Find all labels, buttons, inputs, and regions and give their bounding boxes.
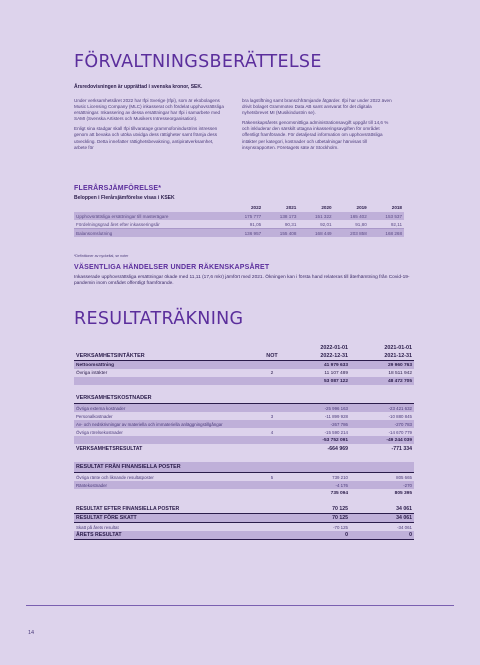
table-row	[74, 385, 414, 393]
note-ref	[258, 420, 286, 428]
row-label: Räntekostnader	[74, 481, 258, 489]
value-2021: -270 783	[350, 420, 414, 428]
row-label: Balansomslutning	[74, 229, 228, 238]
note-ref	[258, 436, 286, 444]
value-2021	[350, 454, 414, 462]
value-2022: -11 899 928	[324, 413, 348, 419]
value-2022	[286, 454, 350, 462]
intro-text: Årsredovisningen är upprättad i svenska kronor, SEK.	[74, 84, 203, 90]
note-ref	[258, 489, 286, 497]
row-label	[74, 385, 258, 393]
note-ref	[258, 361, 286, 370]
note-ref: 2	[270, 370, 274, 376]
value-2021	[350, 462, 414, 473]
row-label: Personalkostnader	[76, 413, 113, 419]
value-2021: -270	[350, 481, 414, 489]
value-cell: 90,31	[263, 220, 298, 229]
note-header: NOT	[258, 352, 286, 361]
value-cell: 91,05	[228, 220, 263, 229]
table-row	[74, 428, 414, 436]
value-2021: 805 395	[394, 490, 412, 496]
table-row	[74, 514, 414, 523]
value-2022: 70 125	[286, 514, 350, 523]
table-row	[74, 412, 414, 420]
note-ref	[258, 505, 286, 514]
table-header-row	[74, 203, 404, 212]
note-ref	[258, 377, 286, 385]
value-cell: 155 408	[263, 229, 298, 238]
table-row	[74, 505, 414, 514]
year-header: 2019	[356, 205, 367, 210]
value-2022: 70 125	[286, 505, 350, 514]
note-ref	[258, 462, 286, 473]
value-2022: -25 996 163	[286, 404, 350, 413]
table-row	[74, 436, 414, 444]
header-row-2	[74, 352, 414, 361]
table-row	[74, 393, 414, 404]
flerarsjamforelse-title: FLERÅRSJÄMFÖRELSE*	[74, 185, 162, 192]
table-row	[74, 444, 414, 454]
row-label: RESULTAT FRÅN FINANSIELLA POSTER	[74, 462, 258, 473]
value-2022: -664 969	[327, 446, 348, 452]
paragraph: bra lagstiftning samt branschfrämjande åtgärder. Ifpi har under 2022 även drivit bolaget Grammotex Data AB samt ansvarat för det digitala nyhetsbrevet MI (Musikindustrin se).	[242, 98, 392, 116]
value-2022: 53 087 122	[286, 377, 350, 385]
value-cell: 203 858	[334, 229, 369, 238]
year-header: 2022	[250, 205, 262, 210]
table-row	[74, 220, 404, 229]
value-cell: 168 268	[369, 229, 404, 238]
value-cell: 165 402	[334, 212, 369, 220]
header-cell	[74, 203, 228, 212]
value-cell: 138 173	[263, 212, 298, 220]
value-cell: 92,01	[298, 220, 333, 229]
value-2022: -4 176	[286, 481, 350, 489]
period-start-2022: 2022-01-01	[320, 344, 348, 351]
table-row	[74, 473, 414, 482]
header-spacer	[258, 343, 286, 352]
value-2022: 735 094	[330, 490, 348, 496]
value-2022: 11 107 489	[324, 370, 348, 376]
row-label: Av- och nedskrivningar av materiella och immateriella anläggningstillgångar	[74, 420, 258, 428]
row-label	[74, 497, 258, 505]
value-2021: -23 421 632	[350, 404, 414, 413]
row-label: Övriga ränte och liknande resultatposter	[76, 474, 154, 480]
value-2021: 48 472 705	[350, 377, 414, 385]
vasentliga-handelser-title: VÄSENTLIGA HÄNDELSER UNDER RÄKENSKAPSÅRET	[74, 264, 270, 271]
row-label: VERKSAMHETSKOSTNADER	[74, 393, 258, 404]
value-2022: 41 979 633	[286, 361, 350, 370]
value-2021: -10 880 845	[388, 413, 412, 419]
table-row	[74, 212, 404, 220]
value-2021: 29 960 763	[350, 361, 414, 370]
flerarsjamforelse-subtitle: Beloppen i Flerårsjämförelse visas i KSEK	[74, 195, 175, 201]
footer-divider	[26, 605, 454, 606]
note-ref	[258, 514, 286, 523]
row-label: ÅRETS RESULTAT	[74, 531, 258, 540]
row-label: VERKSAMHETSRESULTAT	[76, 446, 143, 452]
value-2021	[350, 385, 414, 393]
note-ref	[258, 481, 286, 489]
note-ref: 4	[270, 429, 274, 435]
text-column-left	[74, 98, 226, 155]
value-2022	[286, 385, 350, 393]
table-row	[74, 454, 414, 462]
note-ref	[258, 444, 286, 454]
paragraph: Under verksamhetsåret 2022 har Ifpi Sverige (Ifpi), som är ekobolagens Music Licensing Company (MLC) inkasserat och fördelat upphovsrättsliga ersättningar. Inkassering av dessa ersättningar har Ifpi i samarbete med SAMI (Svenska Artisters och Musikers Intresseorganisation).	[74, 98, 224, 122]
note-ref	[258, 531, 286, 540]
value-2022: 0	[286, 531, 350, 540]
period-start-2021: 2021-01-01	[384, 344, 412, 351]
row-label: Nettoomsättning	[74, 361, 258, 370]
value-cell: 153 537	[369, 212, 404, 220]
row-label: Fördelningsgrad året efter inkasseringsår	[74, 220, 228, 229]
table-row	[74, 229, 404, 238]
page-number: 14	[28, 630, 35, 636]
value-2022: -53 752 091	[286, 436, 350, 444]
paragraph: Enligt sina stadgar skall Ifpi tillvaratage grammofonindustrins intressen genom att bevaka och utöka utvidga dess rättigheter samt främja dess utveckling. Detta innefatter rättighetsbevakning, antipiratverksamhet, arbete för	[74, 126, 218, 150]
note-ref: 3	[270, 413, 274, 419]
section-label-verksamhetsintakter: VERKSAMHETSINTÄKTER	[74, 352, 258, 361]
value-2021: 805 665	[396, 474, 412, 480]
table-row	[74, 361, 414, 370]
row-label	[74, 489, 258, 497]
value-cell: 91,80	[334, 220, 369, 229]
note-ref	[258, 497, 286, 505]
note-ref	[258, 385, 286, 393]
value-cell: 151 322	[298, 212, 333, 220]
paragraph: Räkenskapsårets genomsnittliga administrationsavgift uppgår till 14,6 % och inkluderar den särskilt uttagna inkasseringsavgiften för området offentligt framförande. För detaljerad information om upphovsrättsliga intäkter per kategori, kostnader och utbetalningar hänvisas till insynsrapporten. Företagets säte är Stockholm.	[242, 120, 389, 150]
table-row	[74, 369, 414, 377]
table-row	[74, 377, 414, 385]
period-end-2022: 2022-12-31	[286, 352, 350, 361]
note-ref	[258, 454, 286, 462]
value-2021	[350, 393, 414, 404]
flerarsjamforelse-table	[74, 203, 404, 237]
value-2021: 18 511 942	[388, 370, 412, 376]
value-2022	[286, 393, 350, 404]
row-label	[74, 436, 258, 444]
table-row	[74, 481, 414, 489]
table-row	[74, 404, 414, 413]
row-label: Övriga intäkter	[76, 370, 108, 376]
note-ref	[258, 393, 286, 404]
section-heading-resultatrakning: RESULTATRÄKNING	[74, 309, 244, 329]
text-column-right	[242, 98, 394, 155]
table-row	[74, 497, 414, 505]
footnote: *Definitioner av nyckeltal, se noter	[74, 254, 129, 258]
value-2021: 34 061	[350, 505, 414, 514]
header-row-1	[74, 343, 414, 352]
table-row	[74, 462, 414, 473]
value-cell: 168 449	[298, 229, 333, 238]
year-header: 2020	[321, 205, 332, 210]
table-row	[74, 523, 414, 532]
row-label: RESULTAT EFTER FINANSIELLA POSTER	[74, 505, 258, 514]
value-cell: 175 777	[228, 212, 263, 220]
table-row	[74, 489, 414, 497]
year-header: 2018	[391, 205, 402, 210]
period-end-2021: 2021-12-31	[350, 352, 414, 361]
row-label	[74, 377, 258, 385]
value-2021: 34 061	[350, 514, 414, 523]
note-ref	[258, 523, 286, 532]
value-2021: -14 670 779	[388, 429, 412, 435]
row-label: RESULTAT FÖRE SKATT	[74, 514, 258, 523]
table-row	[74, 420, 414, 428]
row-label: Övriga rörelsekostnader	[76, 429, 123, 435]
vasentliga-handelser-text: Inkasserade upphovsrättsliga ersättningar ökade med 11,11 (17,6 mkr) jämfört med 2021. Ökningen kan i första hand relateras till återhämtning från Covid-19-pandemin inom området offentligt framförande.	[74, 275, 410, 287]
header-spacer	[74, 343, 258, 352]
row-label: Upphovsrättsliga ersättningar till masterägare	[74, 212, 228, 220]
value-cell: 136 957	[228, 229, 263, 238]
note-ref: 5	[270, 474, 274, 480]
value-2022	[286, 462, 350, 473]
row-label: Övriga externa kostnader	[74, 404, 258, 413]
income-statement-table	[74, 343, 414, 540]
value-2022: -70 125	[333, 524, 348, 530]
value-2022: 739 210	[332, 474, 348, 480]
year-header: 2021	[286, 205, 297, 210]
value-2022: -15 590 214	[324, 429, 348, 435]
value-2021: -771 334	[391, 446, 412, 452]
row-label	[74, 454, 258, 462]
value-2021: -34 061	[397, 524, 412, 530]
note-ref	[258, 404, 286, 413]
value-2021: 0	[350, 531, 414, 540]
value-cell: 92,11	[369, 220, 404, 229]
value-2021	[350, 497, 414, 505]
row-label: Skatt på årets resultat	[76, 524, 119, 530]
section-heading-forvaltningsberattelse: FÖRVALTNINGSBERÄTTELSE	[74, 52, 322, 72]
value-2021: -49 244 039	[350, 436, 414, 444]
table-row	[74, 531, 414, 540]
value-2022: -267 786	[286, 420, 350, 428]
value-2022	[286, 497, 350, 505]
